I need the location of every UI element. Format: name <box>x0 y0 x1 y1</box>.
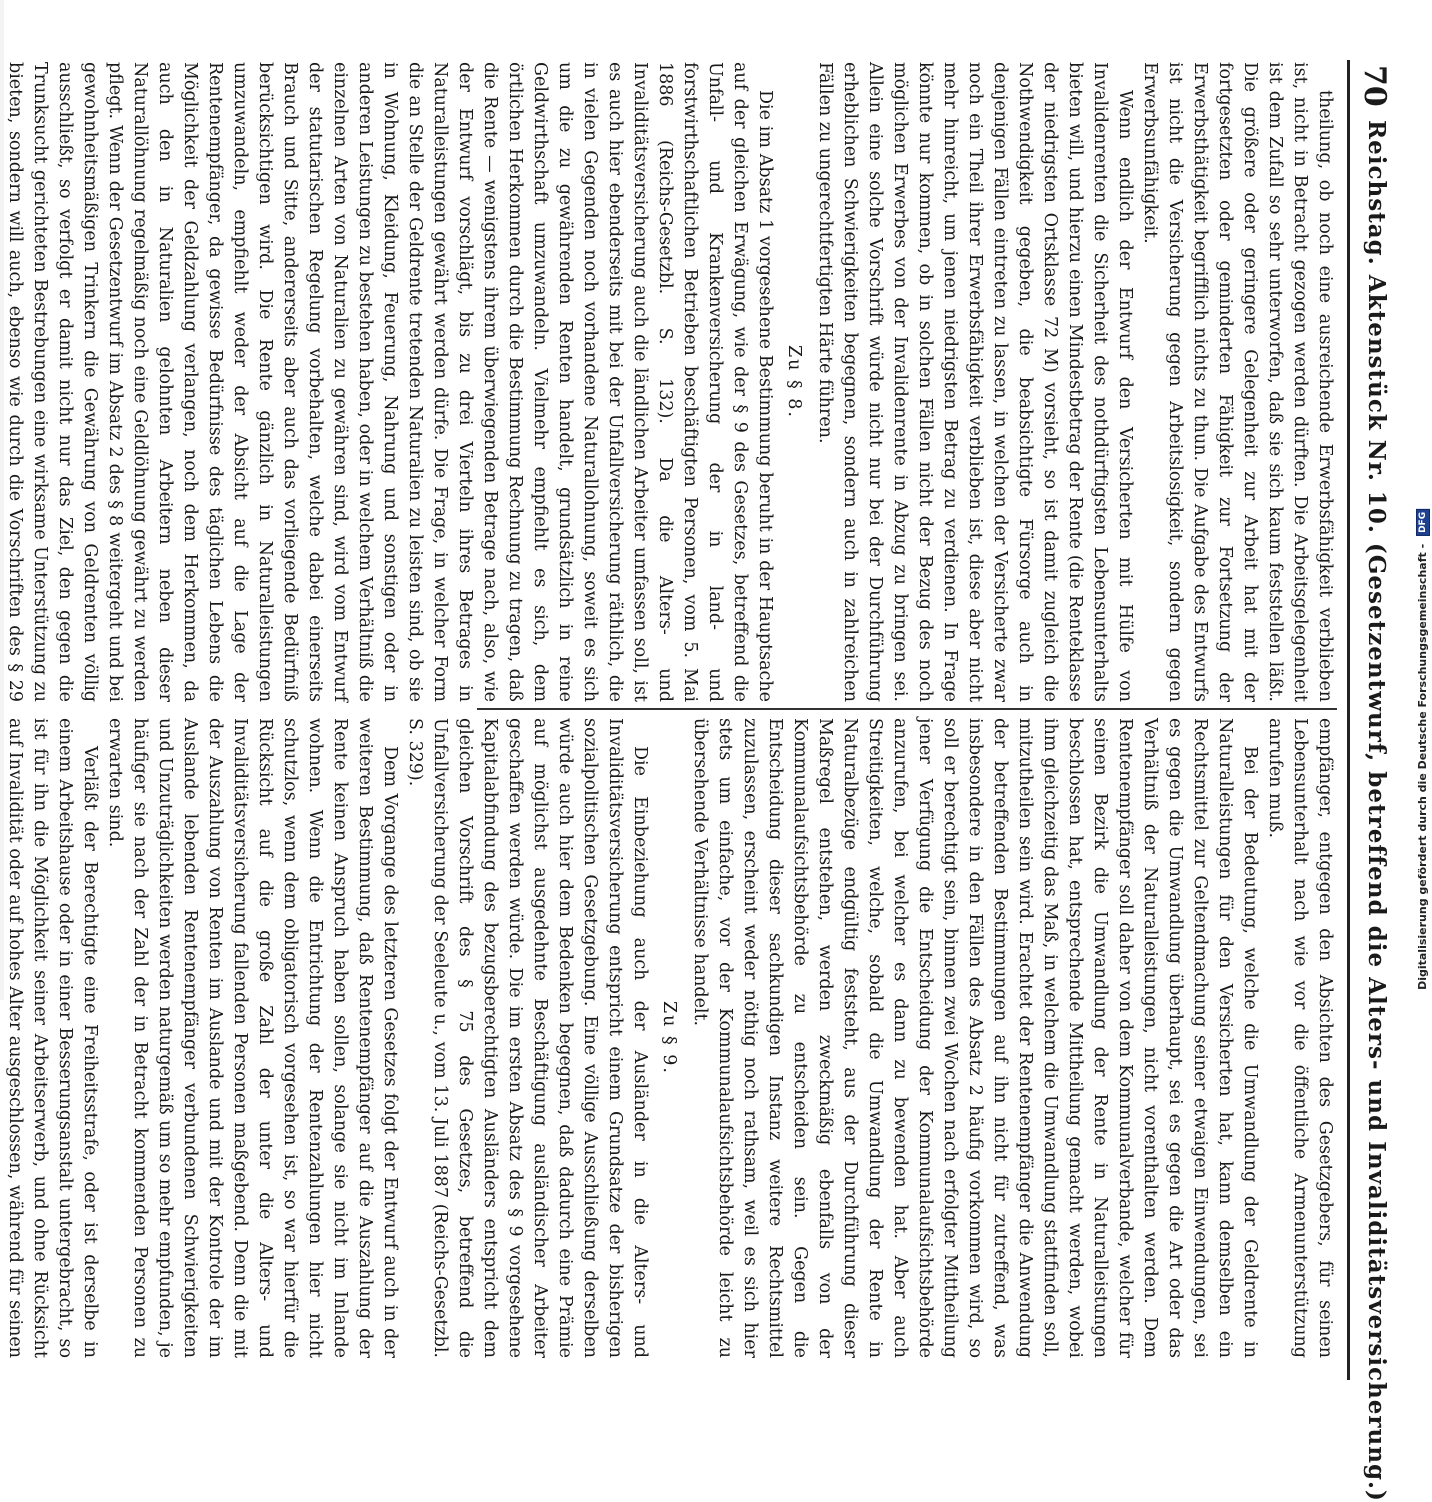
section-heading-8: Zu § 8. <box>784 344 804 419</box>
page-title: Reichstag. Aktenstück Nr. 10. (Gesetzentwurf, betreffend die Alters- und Invaliditätsversicherung.) <box>1363 120 1390 1502</box>
paragraph: Bei der Bedeutung, welche die Umwandlung der Geldrente in Naturalleistungen für den Versicherten hat, kann demselben ein Rechtsmittel zur Geltendmachung seiner etwaigen Einwendungen, sei es gegen die Umwandlung überhaupt, sei es gegen die Art oder das Verhältniß der Naturalleistungen, nicht vorenthalten werden. Dem Rentenempfänger soll daher von dem Kommunalverbande, welcher für seinen Bezirk die Umwandlung der Rente in Naturalleistungen beschlossen hat, entsprechende Mittheilung gemacht werden, wobei ihm gleichzeitig das Maß, in welchem die Umwandlung stattfinden soll, mitzutheilen sein wird. Erachtet der Rentenempfänger die Anwendung der betreffenden Bestimmungen auf ihn nicht für zutreffend, was insbesondere in den Fällen des Absatz 2 häufig vorkommen wird, so soll er berechtigt sein, binnen zwei Wochen nach erfolgter Mittheilung jener Verfügung die Entscheidung der Kommunalaufsichtsbehörde anzurufen, bei welcher es dann zu bewenden hat. Aber auch Streitigkeiten, welche, sobald die Umwandlung der Rente in Naturalbezüge endgültig feststeht, aus der Durchführung dieser Maßregel entstehen, werden zweckmäßig ebenfalls von der Kommunalaufsichtsbehörde zu entscheiden sein. Gegen die Entscheidung dieser sachkundigen Instanz weitere Rechtsmittel zuzulassen, erscheint weder nöthig noch rathsam, weil es sich hier stets um einfache, vor der Kommunalaufsichtsbehörde leicht zu übersehende Verhältnisse handelt. <box>690 718 1260 1358</box>
left-column <box>5 62 1337 702</box>
paragraph: Verläßt der Berechtigte eine Freiheitsstrafe, oder ist derselbe in einem Arbeitshause oder in einer Besserungsanstalt untergebracht, so ist für ihn die Möglichkeit seiner Arbeitserwerb, und ohne Rücksicht auf Invalidität oder auf hohes Alter ausgeschlossen, während für seinen <box>5 718 100 1358</box>
page-header <box>1352 0 1392 1502</box>
page-number: 70 <box>1357 65 1392 107</box>
right-column <box>5 718 1337 1358</box>
header-rule <box>1347 60 1350 1380</box>
paragraph: Wenn endlich der Entwurf den Versicherten mit Hülfe von Invalidenrenten die Sicherheit des nothdürftigsten Lebensunterhalts bieten will, und hierzu einen Mindestbetrag der Rente (die Renteklasse der niedrigsten Ortsklasse 72 M) vorsieht, so ist damit zugleich die Nothwendigkeit gegeben, die beabsichtigte Fürsorge auch in denjenigen Fällen eintreten zu lassen, in welchen der Versicherte zwar noch ein Theil ihrer Erwerbsfähigkeit verblieben ist, diese aber nicht mehr hinreicht, um jenen niedrigsten Betrag zu verdienen. In Frage könnte nur kommen, ob in solchen Fällen nicht der Bezug des noch möglichen Erwerbes von der Invalidenrente in Abzug zu bringen sei. Allein eine solche Vorschrift würde nicht nur bei der Durchführung erheblichen Schwierigkeiten begegnen, sondern auch in zahlreichen Fällen zu ungerechtfertigten Härte führen. <box>815 62 1135 702</box>
credit-text: Digitalisierung gefördert durch die Deutsche Forschungsgemeinschaft - <box>1416 543 1429 990</box>
section-heading-9: Zu § 9. <box>659 1000 679 1075</box>
dfg-logo-icon: DFG <box>1416 509 1430 536</box>
paragraph: Dem Vorgange des letzteren Gesetzes folgt der Entwurf auch in der weiteren Bestimmung, daß Rentenempfänger auf die Auszahlung der Rente keinen Anspruch haben sollen, solange sie nicht im Inlande wohnen. Wenn die Entrichtung der Rentenzahlungen hier nicht schutzlos, wenn dem obligatorisch vorgesehen ist, so war hierfür die Rücksicht auf die große Zahl der unter die Alters- und Invaliditätsversicherung fallenden Personen maßgebend. Denn die mit der Auszahlung von Renten im Auslande und mit der Kontrole der im Auslande lebenden Rentenempfänger verbundenen Schwierigkeiten und Unzuträglichkeiten werden naturgemäß um so mehr empfunden, je häufiger sie nach der Zahl der in Betracht kommenden Personen zu erwarten sind. <box>105 718 400 1358</box>
paragraph: Die im Absatz 1 vorgesehene Bestimmung beruht in der Hauptsache auf der gleichen Erwägung, wie der § 9 des Gesetzes, betreffend die Unfall- und Krankenversicherung der in land- und forstwirthschaftlichen Betrieben beschäftigten Personen, vom 5. Mai 1886 (Reichs-Gesetzbl. S. 132). Da die Alters- und Invaliditätsversicherung auch die ländlichen Arbeiter umfassen soll, ist es auch hier ebenderseits mit bei der Unfallversicherung räthlich, die in vielen Gegenden noch vorhandene Naturallohnung, soweit es sich um die zu gewährenden Renten handelt, grundsätzlich in reine Geldwirthschaft umzuwandeln. Vielmehr empfiehlt es sich, dem örtlichen Herkommen durch die Bestimmung Rechnung zu tragen, daß die Rente — wenigstens ihrem überwiegenden Betrage nach, also, wie der Entwurf vorschlägt, bis zu drei Vierteln ihres Betrages in Naturalleistungen gewährt werden dürfe. Die Frage, in welcher Form die an Stelle der Geldrente tretenden Naturalien zu leisten sind, ob sie in Wohnung, Kleidung, Feuerung, Nahrung und sonstigen oder in anderen Leistungen zu bestehen haben, oder in welchem Verhältniß die einzelnen Arten von Naturalien zu gewähren sind, wird vom Entwurf der statutarischen Regelung vorbehalten, welche dabei einerseits Brauch und Sitte, andererseits aber auch das vorliegende Bedürfniß berücksichtigen wird. Die Rente gänzlich in Naturalleistungen umzuwandeln, empfiehlt weder der Absicht auf die Lage der Rentenempfänger, da gewisse Bedürfnisse des täglichen Lebens die Möglichkeit der Geldzahlung verlangen, noch dem Herkommen, da auch den in Naturalien gelohnten Arbeitern neben dieser Naturallöhnung regelmäßig noch eine Geldlöhnung gewährt zu werden pflegt. Wenn der Gesetzentwurf im Absatz 2 des § 8 weitergeht und bei gewohnheitsmäßigen Trinkern die Gewährung von Geldrenten völlig ausschließt, so verfolgt er damit nicht nur das Ziel, den gegen die Trunksucht gerichteten Bestrebungen eine wirksame Unterstützung zu bieten, sondern will auch, ebenso wie durch die Vorschriften des § 29 <box>5 62 775 702</box>
digitization-credit <box>1416 509 1430 990</box>
paragraph: theilung, ob noch eine ausreichende Erwerbsfähigkeit verblieben ist, nicht in Betracht gezogen werden dürften. Die Arbeitsgelegenheit ist dem Zufall so sehr unterworfen, daß sie sich kaum feststellen läßt. Die größere oder geringere Gelegenheit zur Arbeit hat mit der fortgesetzten oder geminderten Fähigkeit zur Fortsetzung der Erwerbsthätigkeit begrifflich nichts zu thun. Die Aufgabe des Entwurfs ist nicht die Versicherung gegen Arbeitslosigkeit, sondern gegen Erwerbsunfähigkeit. <box>1140 62 1335 702</box>
column-divider <box>477 708 1337 710</box>
paragraph: Die Einbeziehung auch der Ausländer in die Alters- und Invaliditätsversicherung entspricht einem Grundsatze der bisherigen sozialpolitischen Gesetzgebung. Eine völlige Ausschließung derselben würde auch hier dem Bedenken begegnen, daß dadurch eine Prämie auf möglichst ausgedehnte Beschäftigung ausländischer Arbeiter geschaffen werden würde. Die im ersten Absatz des § 9 vorgesehene Kapitalabfindung des bezugsberechtigten Ausländers entspricht dem gleichen Vorschrift des § 75 des Gesetzes, betreffend die Unfallversicherung der Seeleute u., vom 13. Juli 1887 (Reichs-Gesetzbl. S. 329). <box>405 718 650 1358</box>
paragraph: empfänger, entgegen den Absichten des Gesetzgebers, für seinen Lebensunterhalt nach wie vor die öffentliche Armenunterstützung anrufen muß. <box>1265 718 1335 1358</box>
